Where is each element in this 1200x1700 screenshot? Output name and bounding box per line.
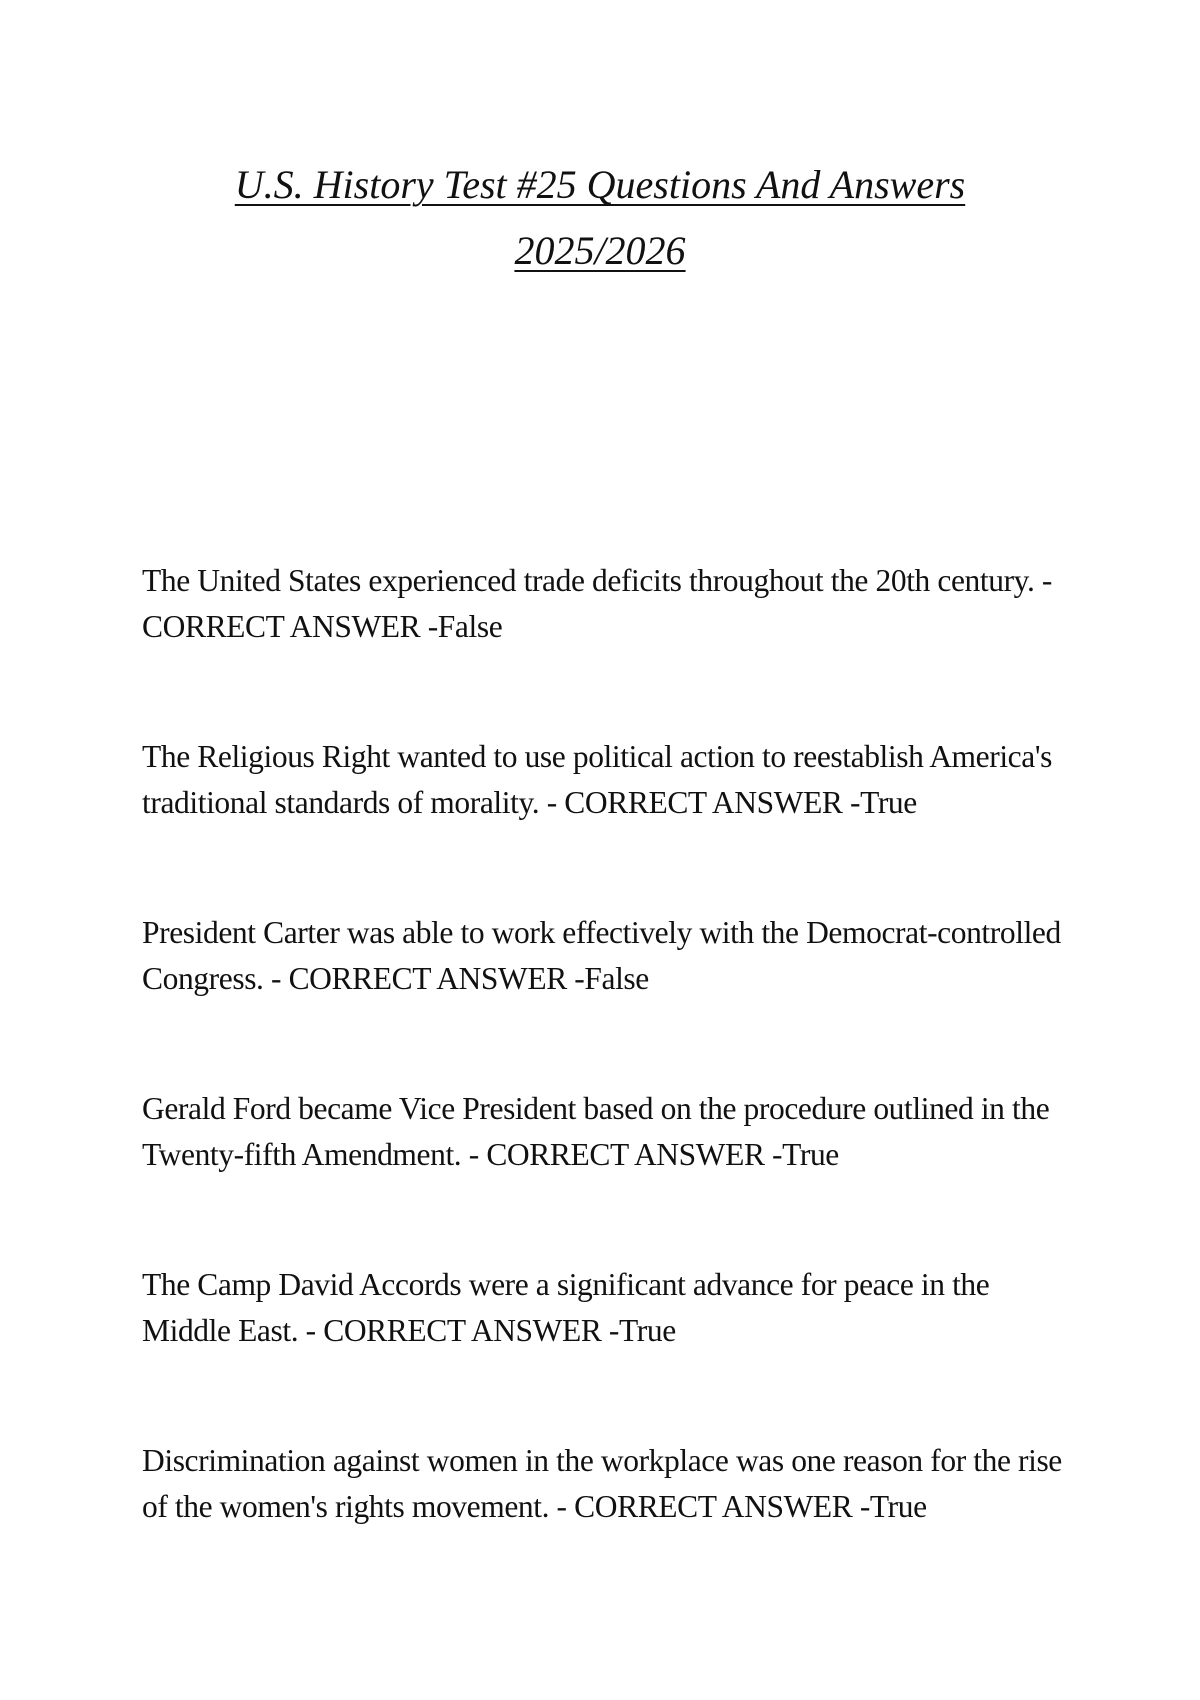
question-item: Discrimination against women in the workplace was one reason for the rise of the women's rights movement. - CORRECT ANSWER -True: [142, 1443, 1062, 1524]
question-item: The United States experienced trade deficits throughout the 20th century. - CORRECT ANSWER -False: [142, 563, 1053, 644]
document-title-line-1: U.S. History Test #25 Questions And Answers: [234, 162, 966, 207]
question-item: President Carter was able to work effectively with the Democrat-controlled Congress. - CORRECT ANSWER -False: [142, 915, 1061, 996]
question-list: [142, 558, 1082, 1614]
document-title-line-2: 2025/2026: [514, 228, 686, 273]
document-title: [0, 152, 1200, 284]
question-item: Gerald Ford became Vice President based on the procedure outlined in the Twenty-fifth Amendment. - CORRECT ANSWER -True: [142, 1091, 1050, 1172]
question-item: The Camp David Accords were a significant advance for peace in the Middle East. - CORRECT ANSWER -True: [142, 1267, 990, 1348]
question-item: The Religious Right wanted to use political action to reestablish America's traditional standards of morality. - CORRECT ANSWER -True: [142, 739, 1052, 820]
